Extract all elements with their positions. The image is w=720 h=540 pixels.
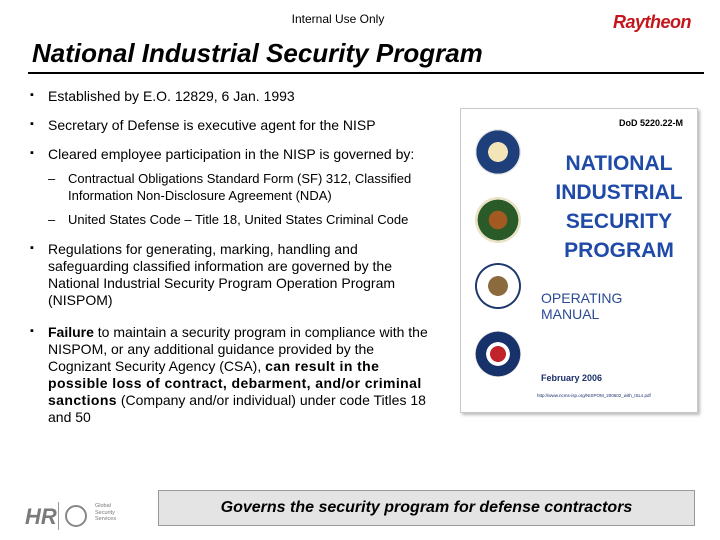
- cover-title-line: NATIONAL: [565, 152, 673, 175]
- cover-url: http://www.ncms-isp.org/NISPOM_200602_with_ISLs.pdf: [537, 393, 651, 398]
- cover-title: [544, 149, 694, 265]
- bullet-text: Established by E.O. 12829, 6 Jan. 1993: [48, 88, 295, 104]
- nispom-cover-image: [460, 108, 698, 413]
- hr-logo: HR: [25, 504, 57, 529]
- title-divider: [28, 72, 704, 74]
- bullet-text: Secretary of Defense is executive agent for the NISP: [48, 117, 376, 133]
- doe-seal-icon: [475, 197, 521, 243]
- bullet-item: [30, 324, 435, 426]
- dod-seal-icon: [475, 129, 521, 175]
- bullet-text: Cleared employee participation in the NISP is governed by:: [48, 146, 415, 162]
- cover-date: February 2006: [541, 373, 603, 383]
- bullet-item: [30, 241, 435, 309]
- logo-divider: [58, 502, 59, 530]
- bullet-text: to maintain a security program in compliance with the NISPOM, or any additional guidance provided by the Cognizant Security Agency (CSA),: [48, 323, 428, 374]
- slide-title: National Industrial Security Program: [32, 38, 483, 68]
- globe-icon: [65, 505, 87, 527]
- sub-bullet-item: [30, 212, 435, 229]
- cover-title-line: PROGRAM: [564, 239, 674, 262]
- footer-logos: [25, 502, 135, 530]
- gss-line: Security: [95, 509, 115, 516]
- cia-seal-icon: [475, 331, 521, 377]
- nrc-seal-icon: [475, 263, 521, 309]
- footer-banner: Governs the security program for defense contractors: [158, 490, 695, 526]
- cover-subtitle-line: OPERATING: [541, 290, 623, 306]
- cover-title-line: INDUSTRIAL: [555, 181, 683, 204]
- gss-line: Services: [95, 516, 117, 522]
- cover-title-line: SECURITY: [565, 210, 673, 233]
- raytheon-logo: Raytheon: [613, 12, 692, 32]
- bullet-tail: (Company and/or individual) under code Titles 18 and 50: [48, 391, 426, 425]
- document-number: DoD 5220.22-M: [618, 118, 683, 128]
- sub-bullet-text: Contractual Obligations Standard Form (SF) 312, Classified Information Non-Disclosure Agreement (NDA): [68, 171, 412, 203]
- bullet-item: [30, 117, 435, 134]
- bullet-list: [30, 88, 435, 426]
- bullet-item: [30, 88, 435, 105]
- gss-logo-text: [95, 503, 135, 523]
- bullet-text: Regulations for generating, marking, handling and safeguarding classified information are governed by the National Industrial Security Program Operation Program (NISPOM): [48, 240, 396, 308]
- bullet-emphasis: can result in the possible loss of contract, debarment, and/or criminal sanctions: [48, 357, 422, 408]
- sub-bullet-text: United States Code – Title 18, United States Criminal Code: [68, 212, 409, 227]
- gss-line: Global: [95, 503, 111, 509]
- classification-label: Internal Use Only: [291, 12, 385, 26]
- bullet-item: [30, 146, 435, 163]
- bullet-lead: Failure: [48, 323, 94, 340]
- sub-bullet-item: [30, 171, 435, 204]
- cover-subtitle: [541, 290, 622, 322]
- cover-subtitle-line: MANUAL: [541, 306, 600, 322]
